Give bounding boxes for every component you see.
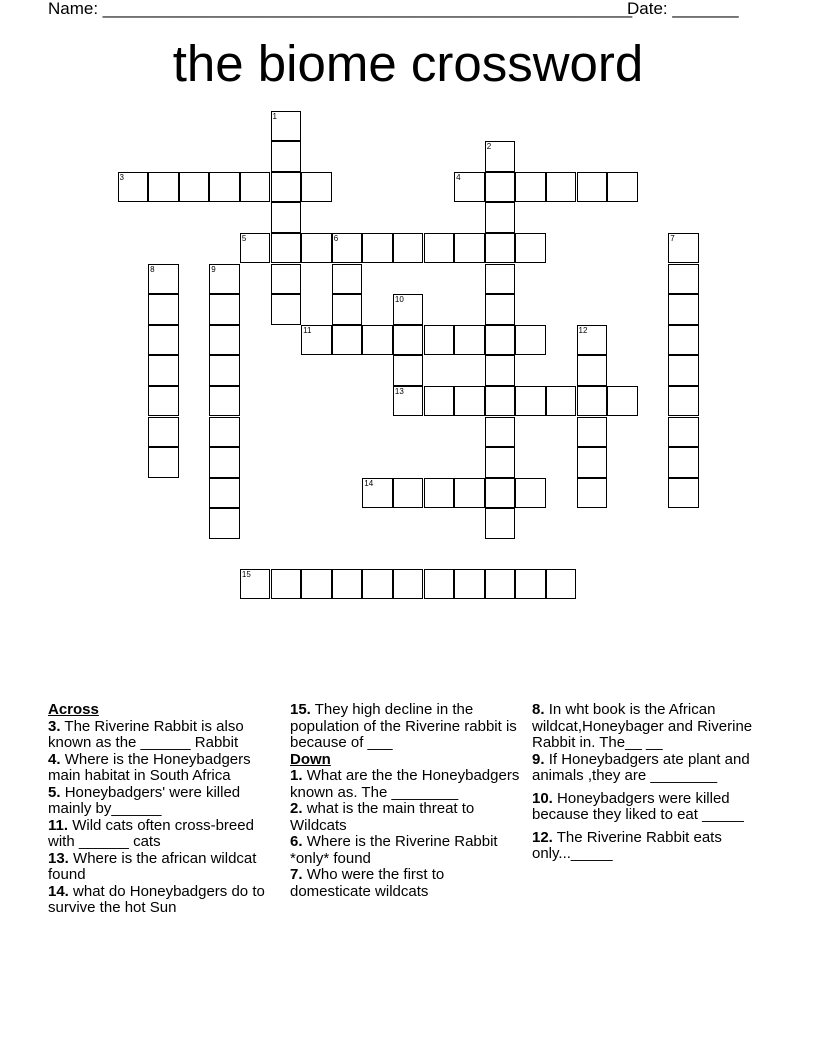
grid-cell[interactable] bbox=[485, 325, 516, 356]
clue-number-5: 5 bbox=[241, 233, 247, 243]
clue-number-2: 2 bbox=[486, 142, 492, 152]
grid-cell[interactable] bbox=[148, 325, 179, 356]
grid-cell[interactable] bbox=[668, 264, 699, 295]
grid-cell[interactable] bbox=[424, 233, 455, 264]
clue-number-3: 3 bbox=[119, 172, 124, 182]
clue-number-4: 4 bbox=[456, 172, 461, 182]
grid-cell[interactable] bbox=[485, 233, 516, 264]
grid-cell[interactable] bbox=[424, 386, 455, 417]
grid-cell[interactable] bbox=[301, 172, 332, 203]
grid-cell[interactable] bbox=[485, 417, 516, 448]
grid-cell[interactable] bbox=[271, 141, 302, 172]
grid-cell[interactable] bbox=[485, 264, 516, 295]
clue-across-5: 5. Honeybadgers' were killed mainly by______ bbox=[48, 783, 241, 817]
down-heading: Down bbox=[290, 750, 331, 768]
grid-cell[interactable] bbox=[485, 202, 516, 233]
grid-cell[interactable] bbox=[546, 569, 577, 600]
grid-cell[interactable] bbox=[332, 264, 363, 295]
clues-column-1 bbox=[48, 702, 280, 917]
clue-across-11: 11. Wild cats often cross-breed with ______ cats bbox=[48, 816, 254, 850]
grid-cell[interactable] bbox=[454, 386, 485, 417]
page-title: the biome crossword bbox=[172, 35, 644, 92]
grid-cell[interactable] bbox=[332, 325, 363, 356]
clue-across-3: 3. The Riverine Rabbit is also known as the ______ Rabbit bbox=[48, 717, 244, 751]
grid-cell[interactable] bbox=[668, 294, 699, 325]
clue-across-13: 13. Where is the african wildcat found bbox=[48, 849, 257, 883]
grid-cell[interactable] bbox=[209, 172, 240, 203]
grid-cell[interactable] bbox=[515, 478, 546, 509]
clues-column-3 bbox=[532, 702, 772, 863]
grid-cell[interactable] bbox=[607, 386, 638, 417]
grid-cell[interactable] bbox=[148, 355, 179, 386]
grid-cell[interactable] bbox=[515, 325, 546, 356]
grid-cell[interactable] bbox=[393, 233, 424, 264]
grid-cell[interactable] bbox=[271, 569, 302, 600]
clue-down-10: 10. Honeybadgers were killed because they liked to eat _____ bbox=[532, 789, 744, 823]
name-field-label: Name: ________________________________________________________ bbox=[48, 0, 633, 18]
grid-cell[interactable] bbox=[332, 294, 363, 325]
grid-cell[interactable] bbox=[485, 447, 516, 478]
grid-cell[interactable] bbox=[607, 172, 638, 203]
grid-cell[interactable] bbox=[393, 325, 424, 356]
clue-number-12: 12 bbox=[578, 325, 588, 335]
grid-cell[interactable] bbox=[668, 478, 699, 509]
grid-cell[interactable] bbox=[209, 447, 240, 478]
grid-cell[interactable] bbox=[148, 172, 179, 203]
grid-cell[interactable] bbox=[148, 386, 179, 417]
grid-cell[interactable] bbox=[271, 233, 302, 264]
grid-cell[interactable] bbox=[577, 355, 608, 386]
grid-cell[interactable] bbox=[393, 569, 424, 600]
grid-cell[interactable] bbox=[577, 478, 608, 509]
grid-cell[interactable] bbox=[485, 508, 516, 539]
clue-number-8: 8 bbox=[150, 264, 155, 274]
grid-cell[interactable] bbox=[485, 355, 516, 386]
clue-down-12: 12. The Riverine Rabbit eats only..._____ bbox=[532, 828, 722, 862]
grid-cell[interactable] bbox=[577, 386, 608, 417]
grid-cell[interactable] bbox=[668, 325, 699, 356]
grid-cell[interactable] bbox=[301, 569, 332, 600]
grid-cell[interactable] bbox=[362, 325, 393, 356]
clue-number-1: 1 bbox=[272, 111, 277, 121]
grid-cell[interactable] bbox=[668, 355, 699, 386]
clue-number-7: 7 bbox=[670, 233, 675, 243]
grid-cell[interactable] bbox=[546, 386, 577, 417]
clue-number-10: 10 bbox=[394, 295, 404, 305]
grid-cell[interactable] bbox=[209, 355, 240, 386]
grid-cell[interactable] bbox=[148, 294, 179, 325]
grid-cell[interactable] bbox=[454, 325, 485, 356]
grid-cell[interactable] bbox=[209, 294, 240, 325]
grid-cell[interactable] bbox=[148, 447, 179, 478]
grid-cell[interactable] bbox=[485, 294, 516, 325]
grid-cell[interactable] bbox=[209, 508, 240, 539]
grid-cell[interactable] bbox=[515, 172, 546, 203]
grid-cell[interactable] bbox=[515, 386, 546, 417]
grid-cell[interactable] bbox=[332, 569, 363, 600]
grid-cell[interactable] bbox=[454, 569, 485, 600]
clues-column-2 bbox=[290, 702, 522, 900]
grid-cell[interactable] bbox=[209, 386, 240, 417]
clue-number-6: 6 bbox=[333, 233, 339, 243]
grid-cell[interactable] bbox=[209, 478, 240, 509]
grid-cell[interactable] bbox=[668, 386, 699, 417]
grid-cell[interactable] bbox=[485, 172, 516, 203]
grid-cell[interactable] bbox=[179, 172, 210, 203]
grid-cell[interactable] bbox=[424, 478, 455, 509]
grid-cell[interactable] bbox=[301, 233, 332, 264]
clue-down-2: 2. what is the main threat to Wildcats bbox=[290, 800, 475, 834]
across-heading: Across bbox=[48, 701, 99, 718]
grid-cell[interactable] bbox=[393, 355, 424, 386]
clue-down-6: 6. Where is the Riverine Rabbit *only* found bbox=[290, 833, 498, 867]
clue-across-15: 15. They high decline in the population of the Riverine rabbit is because of ___ bbox=[290, 701, 517, 751]
grid-cell[interactable] bbox=[148, 417, 179, 448]
grid-cell[interactable] bbox=[454, 478, 485, 509]
date-field-label: Date: _______ bbox=[627, 0, 739, 18]
clue-down-9: 9. If Honeybadgers ate plant and animals ,they are ________ bbox=[532, 750, 750, 784]
grid-cell[interactable] bbox=[240, 172, 271, 203]
grid-cell[interactable] bbox=[362, 569, 393, 600]
grid-cell[interactable] bbox=[485, 386, 516, 417]
grid-cell[interactable] bbox=[668, 417, 699, 448]
grid-cell[interactable] bbox=[577, 447, 608, 478]
clue-number-14: 14 bbox=[364, 478, 374, 488]
clue-down-8: 8. In wht book is the African wildcat,Honeybager and Riverine Rabbit in. The__ __ bbox=[532, 701, 753, 751]
grid-cell[interactable] bbox=[393, 478, 424, 509]
grid-cell[interactable] bbox=[424, 569, 455, 600]
grid-cell[interactable] bbox=[209, 325, 240, 356]
clue-down-7: 7. Who were the first to domesticate wildcats bbox=[290, 866, 445, 900]
clue-across-14: 14. what do Honeybadgers do to survive the hot Sun bbox=[48, 882, 265, 916]
grid-cell[interactable] bbox=[485, 478, 516, 509]
clue-across-4: 4. Where is the Honeybadgers main habitat in South Africa bbox=[48, 750, 251, 784]
grid-cell[interactable] bbox=[271, 202, 302, 233]
clue-number-13: 13 bbox=[394, 386, 404, 396]
grid-cell[interactable] bbox=[577, 417, 608, 448]
clue-number-11: 11 bbox=[303, 325, 312, 335]
grid-cell[interactable] bbox=[271, 294, 302, 325]
grid-cell[interactable] bbox=[454, 233, 485, 264]
grid-cell[interactable] bbox=[546, 172, 577, 203]
grid-cell[interactable] bbox=[271, 264, 302, 295]
clue-number-15: 15 bbox=[241, 569, 251, 579]
grid-cell[interactable] bbox=[485, 569, 516, 600]
grid-cell[interactable] bbox=[515, 569, 546, 600]
grid-cell[interactable] bbox=[577, 172, 608, 203]
grid-cell[interactable] bbox=[668, 447, 699, 478]
grid-cell[interactable] bbox=[362, 233, 393, 264]
clue-number-9: 9 bbox=[211, 264, 216, 274]
grid-cell[interactable] bbox=[209, 417, 240, 448]
grid-cell[interactable] bbox=[271, 172, 302, 203]
clue-down-1: 1. What are the the Honeybadgers known as. The ________ bbox=[290, 767, 520, 801]
grid-cell[interactable] bbox=[424, 325, 455, 356]
grid-cell[interactable] bbox=[515, 233, 546, 264]
